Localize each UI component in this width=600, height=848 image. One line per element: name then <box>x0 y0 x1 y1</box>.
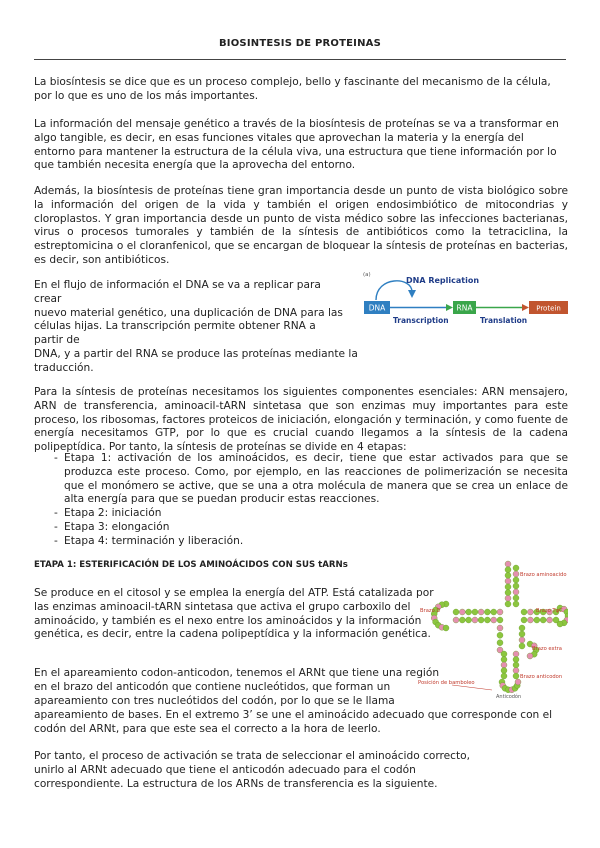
nucleotide-bead <box>527 617 533 623</box>
nucleotide-bead <box>501 657 507 663</box>
nucleotide-bead <box>513 589 519 595</box>
list-item: - Etapa 4: terminación y liberación. <box>50 535 568 549</box>
nucleotide-bead <box>478 609 484 615</box>
t-arm-label: Brazo TψC <box>536 608 563 614</box>
paragraph-apareamiento: En el apareamiento codon-anticodon, tenemos el ARNt que tiene una región en el brazo del anticodón que contiene nucleótidos, que forman un apareamiento con tres nucleótidos del codón, por lo que se le llama <box>34 667 440 707</box>
nucleotide-bead <box>513 662 519 668</box>
paragraph-flujo-line: crear <box>34 292 62 305</box>
nucleotide-bead <box>501 662 507 668</box>
nucleotide-bead <box>505 567 511 573</box>
list-item: - Etapa 1: activación de los aminoácidos, es decir, tiene que estar activados para que se produzca este proceso. Como, por ejemplo, en las reacciones de polimerización se necesita que el monómero se active, que se una a otra molécula de manera que se crea un enlace de alta energía para que se puedan producir estas reacciones. <box>50 452 568 507</box>
list-item: - Etapa 3: elongación <box>50 521 568 535</box>
paragraph-flujo-line: traducción. <box>34 361 94 374</box>
nucleotide-bead <box>513 565 519 571</box>
nucleotide-bead <box>505 561 511 567</box>
paragraph-flujo-line: células hijas. La transcripción permite obtener RNA a <box>34 320 316 333</box>
nucleotide-bead <box>521 609 527 615</box>
paragraph-apareamiento-cont: apareamiento de bases. En el extremo 3’ se une el aminoácido adecuado que corresponde con el codón del ARNt, para que este sea el correcto a la hora de leerlo. <box>34 709 553 735</box>
nucleotide-bead <box>472 609 478 615</box>
nucleotide-bead <box>466 609 472 615</box>
nucleotide-bead <box>547 617 553 623</box>
nucleotide-bead <box>497 632 503 638</box>
nucleotide-bead <box>513 583 519 589</box>
panel-label: (a) <box>363 272 371 278</box>
nucleotide-bead <box>513 577 519 583</box>
nucleotide-bead <box>527 609 533 615</box>
dna-label: DNA <box>368 303 386 313</box>
nucleotide-bead <box>513 601 519 607</box>
nucleotide-bead <box>484 617 490 623</box>
nucleotide-bead <box>557 621 563 627</box>
nucleotide-bead <box>519 625 525 631</box>
paragraph-mensaje-genetico: La información del mensaje genético a través de la biosíntesis de proteínas se va a transformar en algo tangible, es decir, en esas funciones vitales que aprovechan la materia y la energía del entorno para mantener la estructura de la célula viva, una estructura que tiene información por lo que también necesita energía que la aprovecha del entorno. <box>34 118 559 172</box>
nucleotide-bead <box>491 609 497 615</box>
replication-arrowhead <box>408 290 416 298</box>
paragraph-flujo-line: nuevo material genético, una duplicación de DNA para las <box>34 306 343 319</box>
nucleotide-bead <box>491 617 497 623</box>
nucleotide-bead <box>513 651 519 657</box>
nucleotide-bead <box>505 601 511 607</box>
nucleotide-bead <box>466 617 472 623</box>
paragraph-intro: La biosíntesis se dice que es un proceso complejo, bello y fascinante del mecanismo de la célula, por lo que es uno de los más importantes. <box>34 76 551 102</box>
anticodon-arm-label: Brazo anticodon <box>520 674 563 680</box>
nucleotide-bead <box>497 617 503 623</box>
nucleotide-bead <box>501 668 507 674</box>
paragraph-componentes: Para la síntesis de proteínas necesitamos los siguientes componentes esenciales: ARN mensajero, ARN de transferencia, aminoacil-tARN sintetasa que son enzimas muy importantes para este proceso, los ribosomas, factores proteicos de iniciación, elongación y terminación, y como fuente de energía necesitamos GTP, por lo que es crucial cuando llegamos a la síntesis de la cadena polipeptídica. Por tanto, la síntesis de proteínas se divide en 4 etapas: <box>34 386 568 454</box>
protein-label: Protein <box>536 304 561 313</box>
nucleotide-bead <box>505 595 511 601</box>
nucleotide-bead <box>513 673 519 679</box>
nucleotide-bead <box>453 609 459 615</box>
nucleotide-bead <box>453 617 459 623</box>
paragraph-flujo-line: En el flujo de información el DNA se va a replicar para <box>34 279 321 291</box>
paragraph-citosol: Se produce en el citosol y se emplea la energía del ATP. Está catalizada por las enzimas aminoacil-tARN sintetasa que activa el grupo carboxilo del aminoácido, y también es el nexo entre los aminoácidos y la información genética, es decir, entre la cadena polipeptídica y la información genética. <box>34 587 434 641</box>
nucleotide-bead <box>501 673 507 679</box>
nucleotide-bead <box>505 584 511 590</box>
nucleotide-bead <box>513 668 519 674</box>
page-title: BIOSINTESIS DE PROTEINAS <box>218 38 382 49</box>
rna-label: RNA <box>456 303 473 313</box>
nucleotide-bead <box>519 631 525 637</box>
paragraph-flujo-line: DNA, y a partir del RNA se produce las proteínas mediante la <box>34 347 358 360</box>
nucleotide-bead <box>501 651 507 657</box>
nucleotide-bead <box>513 571 519 577</box>
paragraph-flujo-line: partir de <box>34 334 80 347</box>
paragraph-activacion: Por tanto, el proceso de activación se trata de seleccionar el aminoácido correcto, unirlo al ARNt adecuado que tiene el anticodón adecuado para el codón correspondiente. La estructura de los ARNs de transferencia es la siguiente. <box>34 750 471 790</box>
extra-arm-label: Brazo extra <box>532 646 562 652</box>
nucleotide-bead <box>505 578 511 584</box>
title-divider <box>34 59 566 60</box>
nucleotide-bead <box>484 609 490 615</box>
anticodon-label: Anticodón <box>496 694 522 700</box>
transcription-arrowhead <box>446 304 453 311</box>
nucleotide-bead <box>513 657 519 663</box>
nucleotide-bead <box>478 617 484 623</box>
nucleotide-bead <box>521 617 527 623</box>
acceptor-arm-label: Brazo aminoacido <box>520 572 567 578</box>
d-arm-label: Brazo D <box>420 608 441 614</box>
nucleotide-bead <box>519 643 525 649</box>
nucleotide-bead <box>534 617 540 623</box>
trna-structure-figure <box>416 554 568 700</box>
nucleotide-bead <box>443 625 449 631</box>
nucleotide-bead <box>519 637 525 643</box>
nucleotide-bead <box>513 595 519 601</box>
section-heading: ETAPA 1: ESTERIFICACIÓN DE LOS AMINOÁCIDOS CON SUS tARNs <box>34 560 348 570</box>
nucleotide-bead <box>497 640 503 646</box>
nucleotide-bead <box>505 572 511 578</box>
wobble-label: Posición de bamboleo <box>418 680 475 686</box>
nucleotide-bead <box>472 617 478 623</box>
nucleotide-bead <box>505 590 511 596</box>
paragraph-flujo <box>34 279 374 376</box>
paragraph-importancia: Además, la biosíntesis de proteínas tiene gran importancia desde un punto de vista biológico sobre la información del origen de la vida y también el origen endosimbiótico de mitocondrias y cloroplastos. Y gran importancia desde un punto de vista médico sobre las infecciones bacterianas, virus o procesos tumorales y también de la síntesis de antibióticos como la tetraciclina, la estreptomicina o el cloranfenicol, que se encargan de bloquear la síntesis de proteínas en bacterias, es decir, son antibióticos. <box>34 185 568 266</box>
nucleotide-bead <box>497 609 503 615</box>
transcription-label: Transcription <box>393 316 449 325</box>
replication-label: DNA Replication <box>406 276 480 285</box>
nucleotide-bead <box>497 625 503 631</box>
etapas-list <box>50 452 568 549</box>
nucleotide-bead <box>459 609 465 615</box>
nucleotide-bead <box>527 653 533 659</box>
translation-label: Translation <box>480 316 528 325</box>
translation-arrowhead <box>522 304 529 311</box>
central-dogma-figure <box>362 270 570 332</box>
nucleotide-bead <box>540 617 546 623</box>
list-item: - Etapa 2: iniciación <box>50 507 568 521</box>
nucleotide-bead <box>459 617 465 623</box>
